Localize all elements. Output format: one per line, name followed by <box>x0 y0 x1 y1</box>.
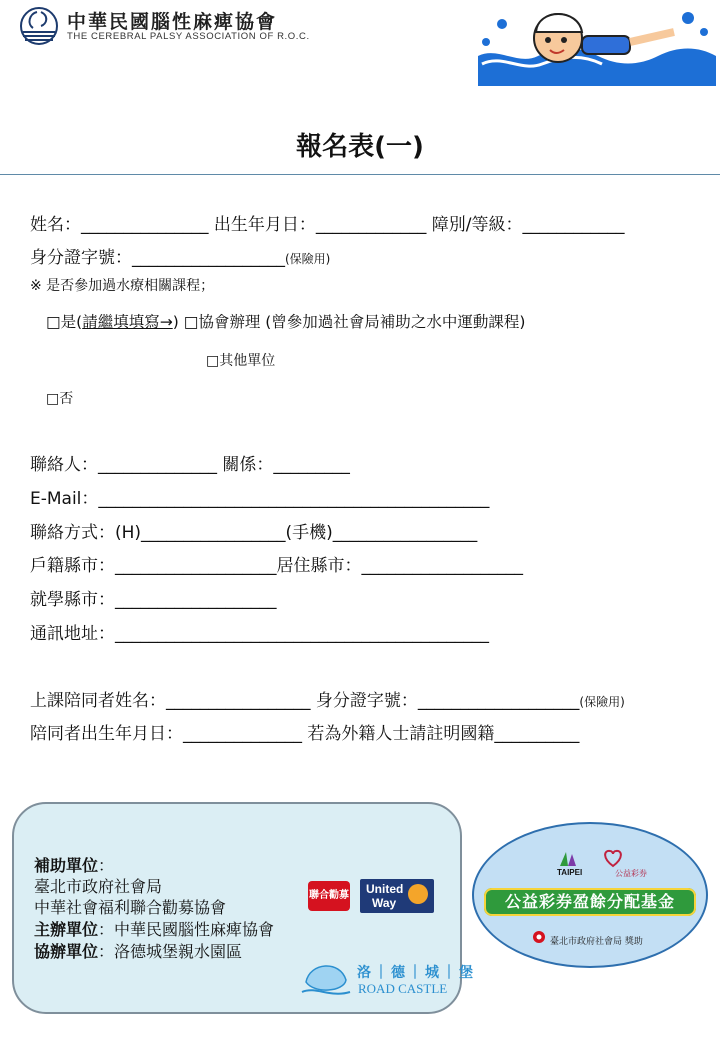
united-way-sun-icon <box>408 884 428 904</box>
lottery-fund-banner: 公益彩券盈餘分配基金 <box>484 888 696 916</box>
companion-insurance-note: (保險用) <box>579 695 625 709</box>
co-organizer-unit: 協辦單位：洛德城堡親水園區 <box>34 942 243 961</box>
association-logo <box>17 6 61 46</box>
heart-lottery-icon <box>602 848 624 868</box>
insurance-note: (保險用) <box>285 252 331 266</box>
phone-line: 聯絡方式：(H)_________________(手機)_________________ <box>30 523 478 543</box>
contact-relation-line: 聯絡人：______________ 關係：_________ <box>30 455 350 475</box>
lottery-fund-footer: 臺北市政府社會局 獎助 <box>550 937 643 947</box>
option-association-checkbox[interactable]: □協會辦理 (曾參加過社會局補助之水中運動課程) <box>178 313 526 331</box>
address-line: 通訊地址：____________________________________________ <box>30 624 489 644</box>
assist-unit-1: 臺北市政府社會局 <box>34 877 163 896</box>
email-line: E-Mail：______________________________________________ <box>30 489 490 509</box>
road-castle-name-zh: 洛｜德｜城｜堡 <box>357 965 476 981</box>
title-divider <box>0 174 720 175</box>
form-title: 報名表(一) <box>296 132 424 162</box>
option-yes-row: □是(請繼填填寫→) □協會辦理 (曾參加過社會局補助之水中運動課程) <box>46 313 526 331</box>
id-number-field: 身分證字號：__________________ <box>30 248 285 268</box>
taipei-label: TAIPEI <box>557 868 583 877</box>
option-yes-instruction: 請繼填填寫→ <box>82 313 173 331</box>
org-name-en: THE CEREBRAL PALSY ASSOCIATION OF R.O.C. <box>67 31 310 42</box>
assist-unit-2: 中華社會福利聯合勸募協會 <box>34 898 227 917</box>
host-unit: 主辦單位：中華民國腦性麻痺協會 <box>34 920 275 939</box>
swimmer-illustration <box>478 2 716 86</box>
residence-line: 戶籍縣市：___________________居住縣市：___________________ <box>30 556 523 576</box>
public-welfare-lottery-label: 公益彩券 <box>615 869 647 878</box>
companion-line <box>30 686 625 711</box>
id-number-line <box>30 243 330 268</box>
name-birth-disability-line: 姓名：_______________ 出生年月日：_____________ 障別/等級：____________ <box>30 215 625 235</box>
taipei-logo-icon <box>556 850 580 868</box>
road-castle-name-en: ROAD CASTLE <box>358 981 448 996</box>
united-way-logo: United Way <box>360 879 434 913</box>
option-yes-checkbox[interactable]: □是( <box>46 313 83 331</box>
option-no-checkbox[interactable]: □否 <box>46 391 74 407</box>
assist-heading: 補助單位： <box>34 856 115 875</box>
option-other-checkbox[interactable]: □其他單位 <box>206 353 276 369</box>
united-fundraising-logo: 聯合勸募 <box>308 881 350 911</box>
org-name-zh: 中華民國腦性麻痺協會 <box>67 11 278 33</box>
companion-name-id-field: 上課陪同者姓名：_________________ 身分證字號：___________________ <box>30 691 580 711</box>
companion-birth-nationality-line: 陪同者出生年月日：______________ 若為外籍人士請註明國籍__________ <box>30 724 580 744</box>
school-city-line: 就學縣市：___________________ <box>30 590 277 610</box>
aquatic-question: ※ 是否參加過水療相關課程； <box>30 278 215 294</box>
social-bureau-logo-icon <box>532 930 546 944</box>
